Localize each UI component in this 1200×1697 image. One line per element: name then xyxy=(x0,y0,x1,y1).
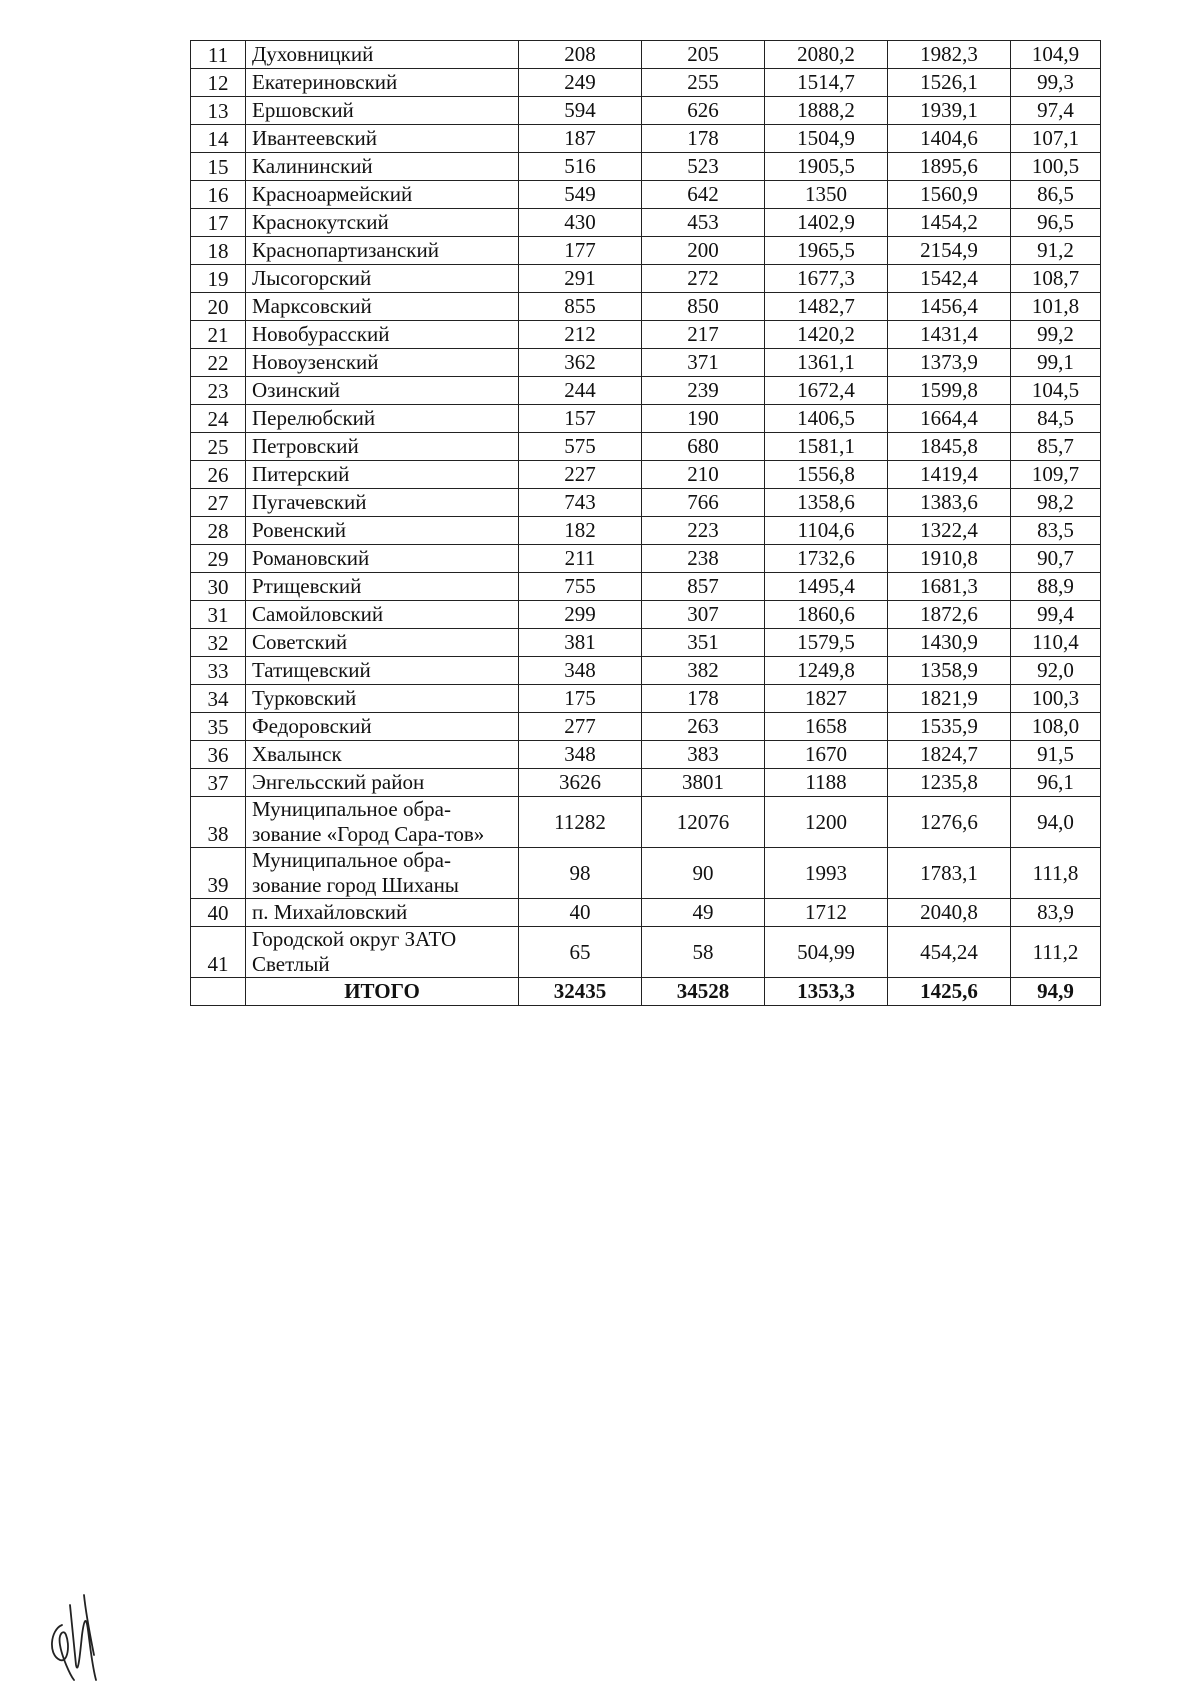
table-row xyxy=(191,685,1101,713)
value-4-cell: 1425,6 xyxy=(888,978,1011,1006)
value-1-cell: 212 xyxy=(519,321,642,349)
value-2-cell: 626 xyxy=(642,97,765,125)
percent-cell: 88,9 xyxy=(1011,573,1101,601)
percent-cell: 97,4 xyxy=(1011,97,1101,125)
table-row xyxy=(191,405,1101,433)
district-statistics-table xyxy=(190,40,1101,1006)
value-4-cell: 1235,8 xyxy=(888,769,1011,797)
value-2-cell: 12076 xyxy=(642,797,765,848)
table-row xyxy=(191,601,1101,629)
table-row xyxy=(191,125,1101,153)
table-row xyxy=(191,181,1101,209)
table-row xyxy=(191,629,1101,657)
district-name-cell: Калининский xyxy=(246,153,519,181)
table-row xyxy=(191,545,1101,573)
value-3-cell: 1350 xyxy=(765,181,888,209)
row-number-cell xyxy=(191,978,246,1006)
value-2-cell: 3801 xyxy=(642,769,765,797)
table-row xyxy=(191,657,1101,685)
percent-cell: 100,3 xyxy=(1011,685,1101,713)
value-4-cell: 1821,9 xyxy=(888,685,1011,713)
value-4-cell: 1373,9 xyxy=(888,349,1011,377)
table-row xyxy=(191,433,1101,461)
row-number-cell: 23 xyxy=(191,377,246,405)
value-2-cell: 383 xyxy=(642,741,765,769)
value-1-cell: 65 xyxy=(519,927,642,978)
value-1-cell: 182 xyxy=(519,517,642,545)
table-row xyxy=(191,927,1101,978)
value-3-cell: 1358,6 xyxy=(765,489,888,517)
percent-cell: 104,5 xyxy=(1011,377,1101,405)
value-3-cell: 1406,5 xyxy=(765,405,888,433)
district-name-cell: Хвалынск xyxy=(246,741,519,769)
row-number-cell: 28 xyxy=(191,517,246,545)
value-2-cell: 58 xyxy=(642,927,765,978)
table-row xyxy=(191,293,1101,321)
district-name-cell: Муниципальное обра-зование «Город Сара-тов» xyxy=(246,797,519,848)
value-4-cell: 454,24 xyxy=(888,927,1011,978)
row-number-cell: 39 xyxy=(191,848,246,899)
value-1-cell: 743 xyxy=(519,489,642,517)
table-row xyxy=(191,741,1101,769)
table-row xyxy=(191,769,1101,797)
value-1-cell: 594 xyxy=(519,97,642,125)
row-number-cell: 21 xyxy=(191,321,246,349)
value-4-cell: 1872,6 xyxy=(888,601,1011,629)
percent-cell: 104,9 xyxy=(1011,41,1101,69)
value-4-cell: 1982,3 xyxy=(888,41,1011,69)
percent-cell: 99,3 xyxy=(1011,69,1101,97)
percent-cell: 96,1 xyxy=(1011,769,1101,797)
district-name-cell: Романовский xyxy=(246,545,519,573)
district-name-cell: Городской округ ЗАТО Светлый xyxy=(246,927,519,978)
percent-cell: 111,2 xyxy=(1011,927,1101,978)
district-name-cell: Перелюбский xyxy=(246,405,519,433)
value-4-cell: 1542,4 xyxy=(888,265,1011,293)
district-name-cell: Ртищевский xyxy=(246,573,519,601)
district-name-cell: Новоузенский xyxy=(246,349,519,377)
row-number-cell: 24 xyxy=(191,405,246,433)
value-4-cell: 1430,9 xyxy=(888,629,1011,657)
percent-cell: 111,8 xyxy=(1011,848,1101,899)
value-2-cell: 850 xyxy=(642,293,765,321)
value-4-cell: 1322,4 xyxy=(888,517,1011,545)
district-name-cell: Советский xyxy=(246,629,519,657)
value-4-cell: 1895,6 xyxy=(888,153,1011,181)
value-3-cell: 1965,5 xyxy=(765,237,888,265)
table-row xyxy=(191,209,1101,237)
value-1-cell: 175 xyxy=(519,685,642,713)
value-4-cell: 2154,9 xyxy=(888,237,1011,265)
value-2-cell: 766 xyxy=(642,489,765,517)
table-row xyxy=(191,713,1101,741)
value-2-cell: 371 xyxy=(642,349,765,377)
value-1-cell: 362 xyxy=(519,349,642,377)
value-1-cell: 277 xyxy=(519,713,642,741)
value-4-cell: 1456,4 xyxy=(888,293,1011,321)
table-row xyxy=(191,573,1101,601)
row-number-cell: 18 xyxy=(191,237,246,265)
value-1-cell: 40 xyxy=(519,899,642,927)
district-name-cell: Краснокутский xyxy=(246,209,519,237)
district-name-cell: Духовницкий xyxy=(246,41,519,69)
table-body xyxy=(191,41,1101,1006)
value-3-cell: 1827 xyxy=(765,685,888,713)
row-number-cell: 30 xyxy=(191,573,246,601)
value-4-cell: 1535,9 xyxy=(888,713,1011,741)
value-4-cell: 1358,9 xyxy=(888,657,1011,685)
value-1-cell: 3626 xyxy=(519,769,642,797)
value-1-cell: 208 xyxy=(519,41,642,69)
row-number-cell: 19 xyxy=(191,265,246,293)
value-3-cell: 1402,9 xyxy=(765,209,888,237)
table-row xyxy=(191,69,1101,97)
value-2-cell: 523 xyxy=(642,153,765,181)
row-number-cell: 12 xyxy=(191,69,246,97)
district-name-cell: Лысогорский xyxy=(246,265,519,293)
table-row xyxy=(191,265,1101,293)
table-row xyxy=(191,377,1101,405)
value-2-cell: 178 xyxy=(642,125,765,153)
value-3-cell: 1670 xyxy=(765,741,888,769)
percent-cell: 100,5 xyxy=(1011,153,1101,181)
value-3-cell: 1482,7 xyxy=(765,293,888,321)
percent-cell: 92,0 xyxy=(1011,657,1101,685)
value-4-cell: 1910,8 xyxy=(888,545,1011,573)
row-number-cell: 16 xyxy=(191,181,246,209)
percent-cell: 109,7 xyxy=(1011,461,1101,489)
value-4-cell: 1560,9 xyxy=(888,181,1011,209)
value-2-cell: 857 xyxy=(642,573,765,601)
percent-cell: 86,5 xyxy=(1011,181,1101,209)
table-row xyxy=(191,97,1101,125)
value-3-cell: 1712 xyxy=(765,899,888,927)
table-row xyxy=(191,797,1101,848)
percent-cell: 90,7 xyxy=(1011,545,1101,573)
value-3-cell: 1420,2 xyxy=(765,321,888,349)
district-name-cell: Краснопартизанский xyxy=(246,237,519,265)
table-row xyxy=(191,899,1101,927)
row-number-cell: 40 xyxy=(191,899,246,927)
value-2-cell: 210 xyxy=(642,461,765,489)
value-2-cell: 642 xyxy=(642,181,765,209)
table-row xyxy=(191,41,1101,69)
value-3-cell: 1249,8 xyxy=(765,657,888,685)
district-name-cell: Пугачевский xyxy=(246,489,519,517)
value-2-cell: 272 xyxy=(642,265,765,293)
row-number-cell: 26 xyxy=(191,461,246,489)
value-4-cell: 1783,1 xyxy=(888,848,1011,899)
table-row xyxy=(191,237,1101,265)
value-4-cell: 1599,8 xyxy=(888,377,1011,405)
value-4-cell: 1681,3 xyxy=(888,573,1011,601)
value-3-cell: 1104,6 xyxy=(765,517,888,545)
value-1-cell: 381 xyxy=(519,629,642,657)
value-3-cell: 1188 xyxy=(765,769,888,797)
percent-cell: 108,0 xyxy=(1011,713,1101,741)
value-3-cell: 1677,3 xyxy=(765,265,888,293)
percent-cell: 94,0 xyxy=(1011,797,1101,848)
district-name-cell: Муниципальное обра-зование город Шиханы xyxy=(246,848,519,899)
value-1-cell: 549 xyxy=(519,181,642,209)
value-3-cell: 2080,2 xyxy=(765,41,888,69)
value-2-cell: 49 xyxy=(642,899,765,927)
value-2-cell: 178 xyxy=(642,685,765,713)
row-number-cell: 15 xyxy=(191,153,246,181)
value-4-cell: 2040,8 xyxy=(888,899,1011,927)
value-4-cell: 1664,4 xyxy=(888,405,1011,433)
value-1-cell: 291 xyxy=(519,265,642,293)
value-3-cell: 1556,8 xyxy=(765,461,888,489)
row-number-cell: 37 xyxy=(191,769,246,797)
district-name-cell: Озинский xyxy=(246,377,519,405)
value-3-cell: 1495,4 xyxy=(765,573,888,601)
row-number-cell: 32 xyxy=(191,629,246,657)
district-name-cell: Турковский xyxy=(246,685,519,713)
district-name-cell: п. Михайловский xyxy=(246,899,519,927)
value-2-cell: 223 xyxy=(642,517,765,545)
value-1-cell: 299 xyxy=(519,601,642,629)
value-1-cell: 430 xyxy=(519,209,642,237)
row-number-cell: 13 xyxy=(191,97,246,125)
table-row xyxy=(191,349,1101,377)
percent-cell: 91,2 xyxy=(1011,237,1101,265)
value-1-cell: 575 xyxy=(519,433,642,461)
value-1-cell: 98 xyxy=(519,848,642,899)
district-name-cell: Марксовский xyxy=(246,293,519,321)
value-3-cell: 1860,6 xyxy=(765,601,888,629)
row-number-cell: 33 xyxy=(191,657,246,685)
value-1-cell: 348 xyxy=(519,741,642,769)
row-number-cell: 11 xyxy=(191,41,246,69)
value-4-cell: 1276,6 xyxy=(888,797,1011,848)
district-name-cell: Петровский xyxy=(246,433,519,461)
percent-cell: 83,9 xyxy=(1011,899,1101,927)
value-2-cell: 307 xyxy=(642,601,765,629)
value-3-cell: 1361,1 xyxy=(765,349,888,377)
table-row xyxy=(191,321,1101,349)
value-1-cell: 211 xyxy=(519,545,642,573)
percent-cell: 91,5 xyxy=(1011,741,1101,769)
value-2-cell: 90 xyxy=(642,848,765,899)
table-row xyxy=(191,848,1101,899)
district-name-cell: ИТОГО xyxy=(246,978,519,1006)
row-number-cell: 20 xyxy=(191,293,246,321)
value-4-cell: 1419,4 xyxy=(888,461,1011,489)
value-2-cell: 238 xyxy=(642,545,765,573)
percent-cell: 110,4 xyxy=(1011,629,1101,657)
value-1-cell: 187 xyxy=(519,125,642,153)
percent-cell: 99,4 xyxy=(1011,601,1101,629)
value-3-cell: 1672,4 xyxy=(765,377,888,405)
row-number-cell: 17 xyxy=(191,209,246,237)
value-4-cell: 1845,8 xyxy=(888,433,1011,461)
district-name-cell: Ершовский xyxy=(246,97,519,125)
value-3-cell: 1905,5 xyxy=(765,153,888,181)
percent-cell: 94,9 xyxy=(1011,978,1101,1006)
value-4-cell: 1431,4 xyxy=(888,321,1011,349)
district-name-cell: Новобурасский xyxy=(246,321,519,349)
row-number-cell: 35 xyxy=(191,713,246,741)
percent-cell: 83,5 xyxy=(1011,517,1101,545)
row-number-cell: 31 xyxy=(191,601,246,629)
value-3-cell: 1732,6 xyxy=(765,545,888,573)
district-name-cell: Питерский xyxy=(246,461,519,489)
row-number-cell: 38 xyxy=(191,797,246,848)
percent-cell: 108,7 xyxy=(1011,265,1101,293)
percent-cell: 84,5 xyxy=(1011,405,1101,433)
value-1-cell: 348 xyxy=(519,657,642,685)
district-name-cell: Ровенский xyxy=(246,517,519,545)
table-row xyxy=(191,461,1101,489)
value-2-cell: 239 xyxy=(642,377,765,405)
total-row xyxy=(191,978,1101,1006)
table-row xyxy=(191,153,1101,181)
value-2-cell: 680 xyxy=(642,433,765,461)
value-2-cell: 453 xyxy=(642,209,765,237)
value-1-cell: 157 xyxy=(519,405,642,433)
value-4-cell: 1404,6 xyxy=(888,125,1011,153)
value-2-cell: 351 xyxy=(642,629,765,657)
district-name-cell: Федоровский xyxy=(246,713,519,741)
value-1-cell: 32435 xyxy=(519,978,642,1006)
value-3-cell: 1200 xyxy=(765,797,888,848)
row-number-cell: 36 xyxy=(191,741,246,769)
value-1-cell: 244 xyxy=(519,377,642,405)
value-3-cell: 1993 xyxy=(765,848,888,899)
district-name-cell: Самойловский xyxy=(246,601,519,629)
row-number-cell: 22 xyxy=(191,349,246,377)
row-number-cell: 29 xyxy=(191,545,246,573)
value-3-cell: 1514,7 xyxy=(765,69,888,97)
value-3-cell: 1658 xyxy=(765,713,888,741)
value-3-cell: 1504,9 xyxy=(765,125,888,153)
value-1-cell: 177 xyxy=(519,237,642,265)
district-name-cell: Татищевский xyxy=(246,657,519,685)
value-1-cell: 11282 xyxy=(519,797,642,848)
value-4-cell: 1824,7 xyxy=(888,741,1011,769)
value-2-cell: 217 xyxy=(642,321,765,349)
percent-cell: 85,7 xyxy=(1011,433,1101,461)
percent-cell: 107,1 xyxy=(1011,125,1101,153)
value-2-cell: 190 xyxy=(642,405,765,433)
district-name-cell: Ивантеевский xyxy=(246,125,519,153)
table-row xyxy=(191,517,1101,545)
value-4-cell: 1939,1 xyxy=(888,97,1011,125)
district-name-cell: Екатериновский xyxy=(246,69,519,97)
value-3-cell: 1581,1 xyxy=(765,433,888,461)
district-name-cell: Энгельсский район xyxy=(246,769,519,797)
value-1-cell: 855 xyxy=(519,293,642,321)
value-2-cell: 205 xyxy=(642,41,765,69)
row-number-cell: 34 xyxy=(191,685,246,713)
value-1-cell: 516 xyxy=(519,153,642,181)
percent-cell: 101,8 xyxy=(1011,293,1101,321)
row-number-cell: 27 xyxy=(191,489,246,517)
value-1-cell: 249 xyxy=(519,69,642,97)
value-2-cell: 382 xyxy=(642,657,765,685)
value-3-cell: 504,99 xyxy=(765,927,888,978)
value-2-cell: 200 xyxy=(642,237,765,265)
value-1-cell: 755 xyxy=(519,573,642,601)
value-3-cell: 1888,2 xyxy=(765,97,888,125)
percent-cell: 99,1 xyxy=(1011,349,1101,377)
value-2-cell: 34528 xyxy=(642,978,765,1006)
value-4-cell: 1383,6 xyxy=(888,489,1011,517)
percent-cell: 98,2 xyxy=(1011,489,1101,517)
district-name-cell: Красноармейский xyxy=(246,181,519,209)
handwritten-signature-icon xyxy=(40,1585,110,1685)
row-number-cell: 14 xyxy=(191,125,246,153)
table-row xyxy=(191,489,1101,517)
row-number-cell: 41 xyxy=(191,927,246,978)
value-4-cell: 1526,1 xyxy=(888,69,1011,97)
value-3-cell: 1353,3 xyxy=(765,978,888,1006)
value-2-cell: 263 xyxy=(642,713,765,741)
value-3-cell: 1579,5 xyxy=(765,629,888,657)
value-4-cell: 1454,2 xyxy=(888,209,1011,237)
row-number-cell: 25 xyxy=(191,433,246,461)
percent-cell: 99,2 xyxy=(1011,321,1101,349)
value-1-cell: 227 xyxy=(519,461,642,489)
value-2-cell: 255 xyxy=(642,69,765,97)
percent-cell: 96,5 xyxy=(1011,209,1101,237)
